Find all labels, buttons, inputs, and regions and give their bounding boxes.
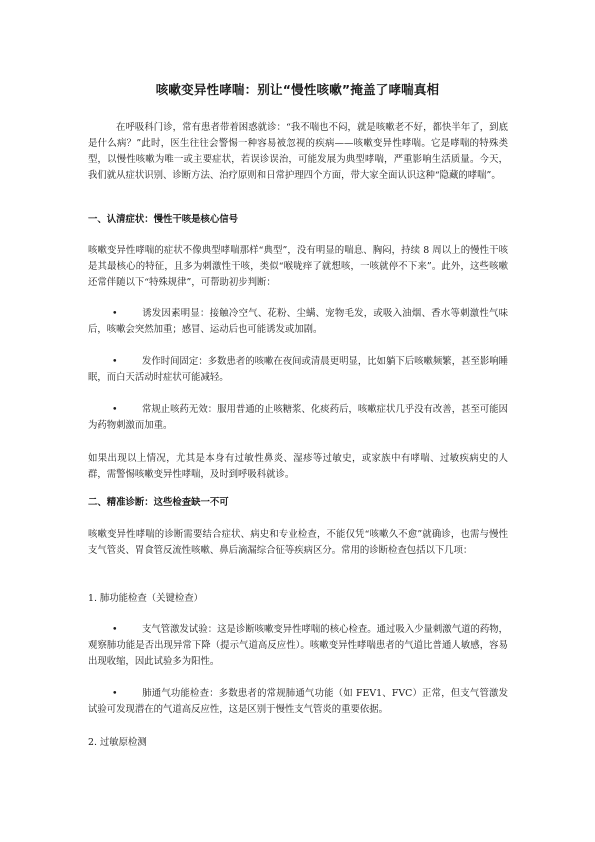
bullet-icon: • [112, 356, 118, 367]
section1-bullet-3 [88, 402, 508, 434]
page-title: 咳嗽变异性哮喘：别让“慢性咳嗽”掩盖了哮喘真相 [155, 82, 440, 97]
bullet-text: 常规止咳药无效：服用普通的止咳糖浆、化痰药后，咳嗽症状几乎没有改善，甚至可能因为药物刺激而加重。 [88, 404, 508, 431]
section1-heading: 一、认清症状：慢性干咳是核心信号 [88, 214, 239, 225]
bullet-text: 发作时间固定：多数患者的咳嗽在夜间或清晨更明显，比如躺下后咳嗽频繁，甚至影响睡眠，而白天活动时症状可能减轻。 [88, 356, 508, 383]
section2-bullet-2 [88, 686, 508, 718]
section1-bullet-2 [88, 354, 508, 386]
bullet-text: 支气管激发试验：这是诊断咳嗽变异性哮喘的核心检查。通过吸入少量刺激气道的药物，观察肺功能是否出现异常下降（提示气道高反应性）。咳嗽变异性哮喘患者的气道比普通人敏感，容易出现收缩，因此试验多为阳性。 [88, 624, 508, 667]
bullet-text: 肺通气功能检查：多数患者的常规肺通气功能（如 FEV1、FVC）正常，但支气管激发试验可发现潜在的气道高反应性，这是区别于慢性支气管炎的重要依据。 [88, 688, 508, 715]
section2-subheading-1: 1. 肺功能检查（关键检查） [88, 593, 204, 604]
section2-heading: 二、精准诊断：这些检查缺一不可 [88, 497, 229, 508]
bullet-icon: • [112, 688, 118, 699]
section1-paragraph: 咳嗽变异性哮喘的症状不像典型哮喘那样“典型”，没有明显的喘息、胸闷，持续 8 周以上的慢性干咳是其最核心的特征，且多为刺激性干咳，类似“喉咙痒了就想咳，一咳就停不下来”。此外，这些咳嗽还常伴随以下“特殊规律”，可帮助初步判断： [88, 245, 508, 288]
intro-paragraph: 在呼吸科门诊，常有患者带着困惑就诊：“我不喘也不闷，就是咳嗽老不好，都快半年了，到底是什么病？”此时，医生往往会警惕一种容易被忽视的疾病——咳嗽变异性哮喘。它是哮喘的特殊类型，以慢性咳嗽为唯一或主要症状，若误诊误治，可能发展为典型哮喘，严重影响生活质量。今天，我们就从症状识别、诊断方法、治疗原则和日常护理四个方面，带大家全面认识这种“隐藏的哮喘”。 [88, 122, 508, 181]
section2-paragraph: 咳嗽变异性哮喘的诊断需要结合症状、病史和专业检查，不能仅凭“咳嗽久不愈”就确诊，也需与慢性支气管炎、胃食管反流性咳嗽、鼻后滴漏综合征等疾病区分。常用的诊断检查包括以下几项： [88, 529, 508, 556]
section1-bullet-1 [88, 306, 508, 338]
bullet-icon: • [112, 404, 118, 415]
bullet-text: 诱发因素明显：接触冷空气、花粉、尘螨、宠物毛发，或吸入油烟、香水等刺激性气味后，咳嗽会突然加重；感冒、运动后也可能诱发或加剧。 [88, 308, 508, 335]
section1-closing: 如果出现以上情况，尤其是本身有过敏性鼻炎、湿疹等过敏史，或家族中有哮喘、过敏疾病史的人群，需警惕咳嗽变异性哮喘，及时到呼吸科就诊。 [88, 453, 508, 480]
section2-bullet-1 [88, 622, 508, 670]
section2-subheading-2: 2. 过敏原检测 [88, 737, 147, 748]
bullet-icon: • [112, 308, 118, 319]
bullet-icon: • [112, 624, 118, 635]
